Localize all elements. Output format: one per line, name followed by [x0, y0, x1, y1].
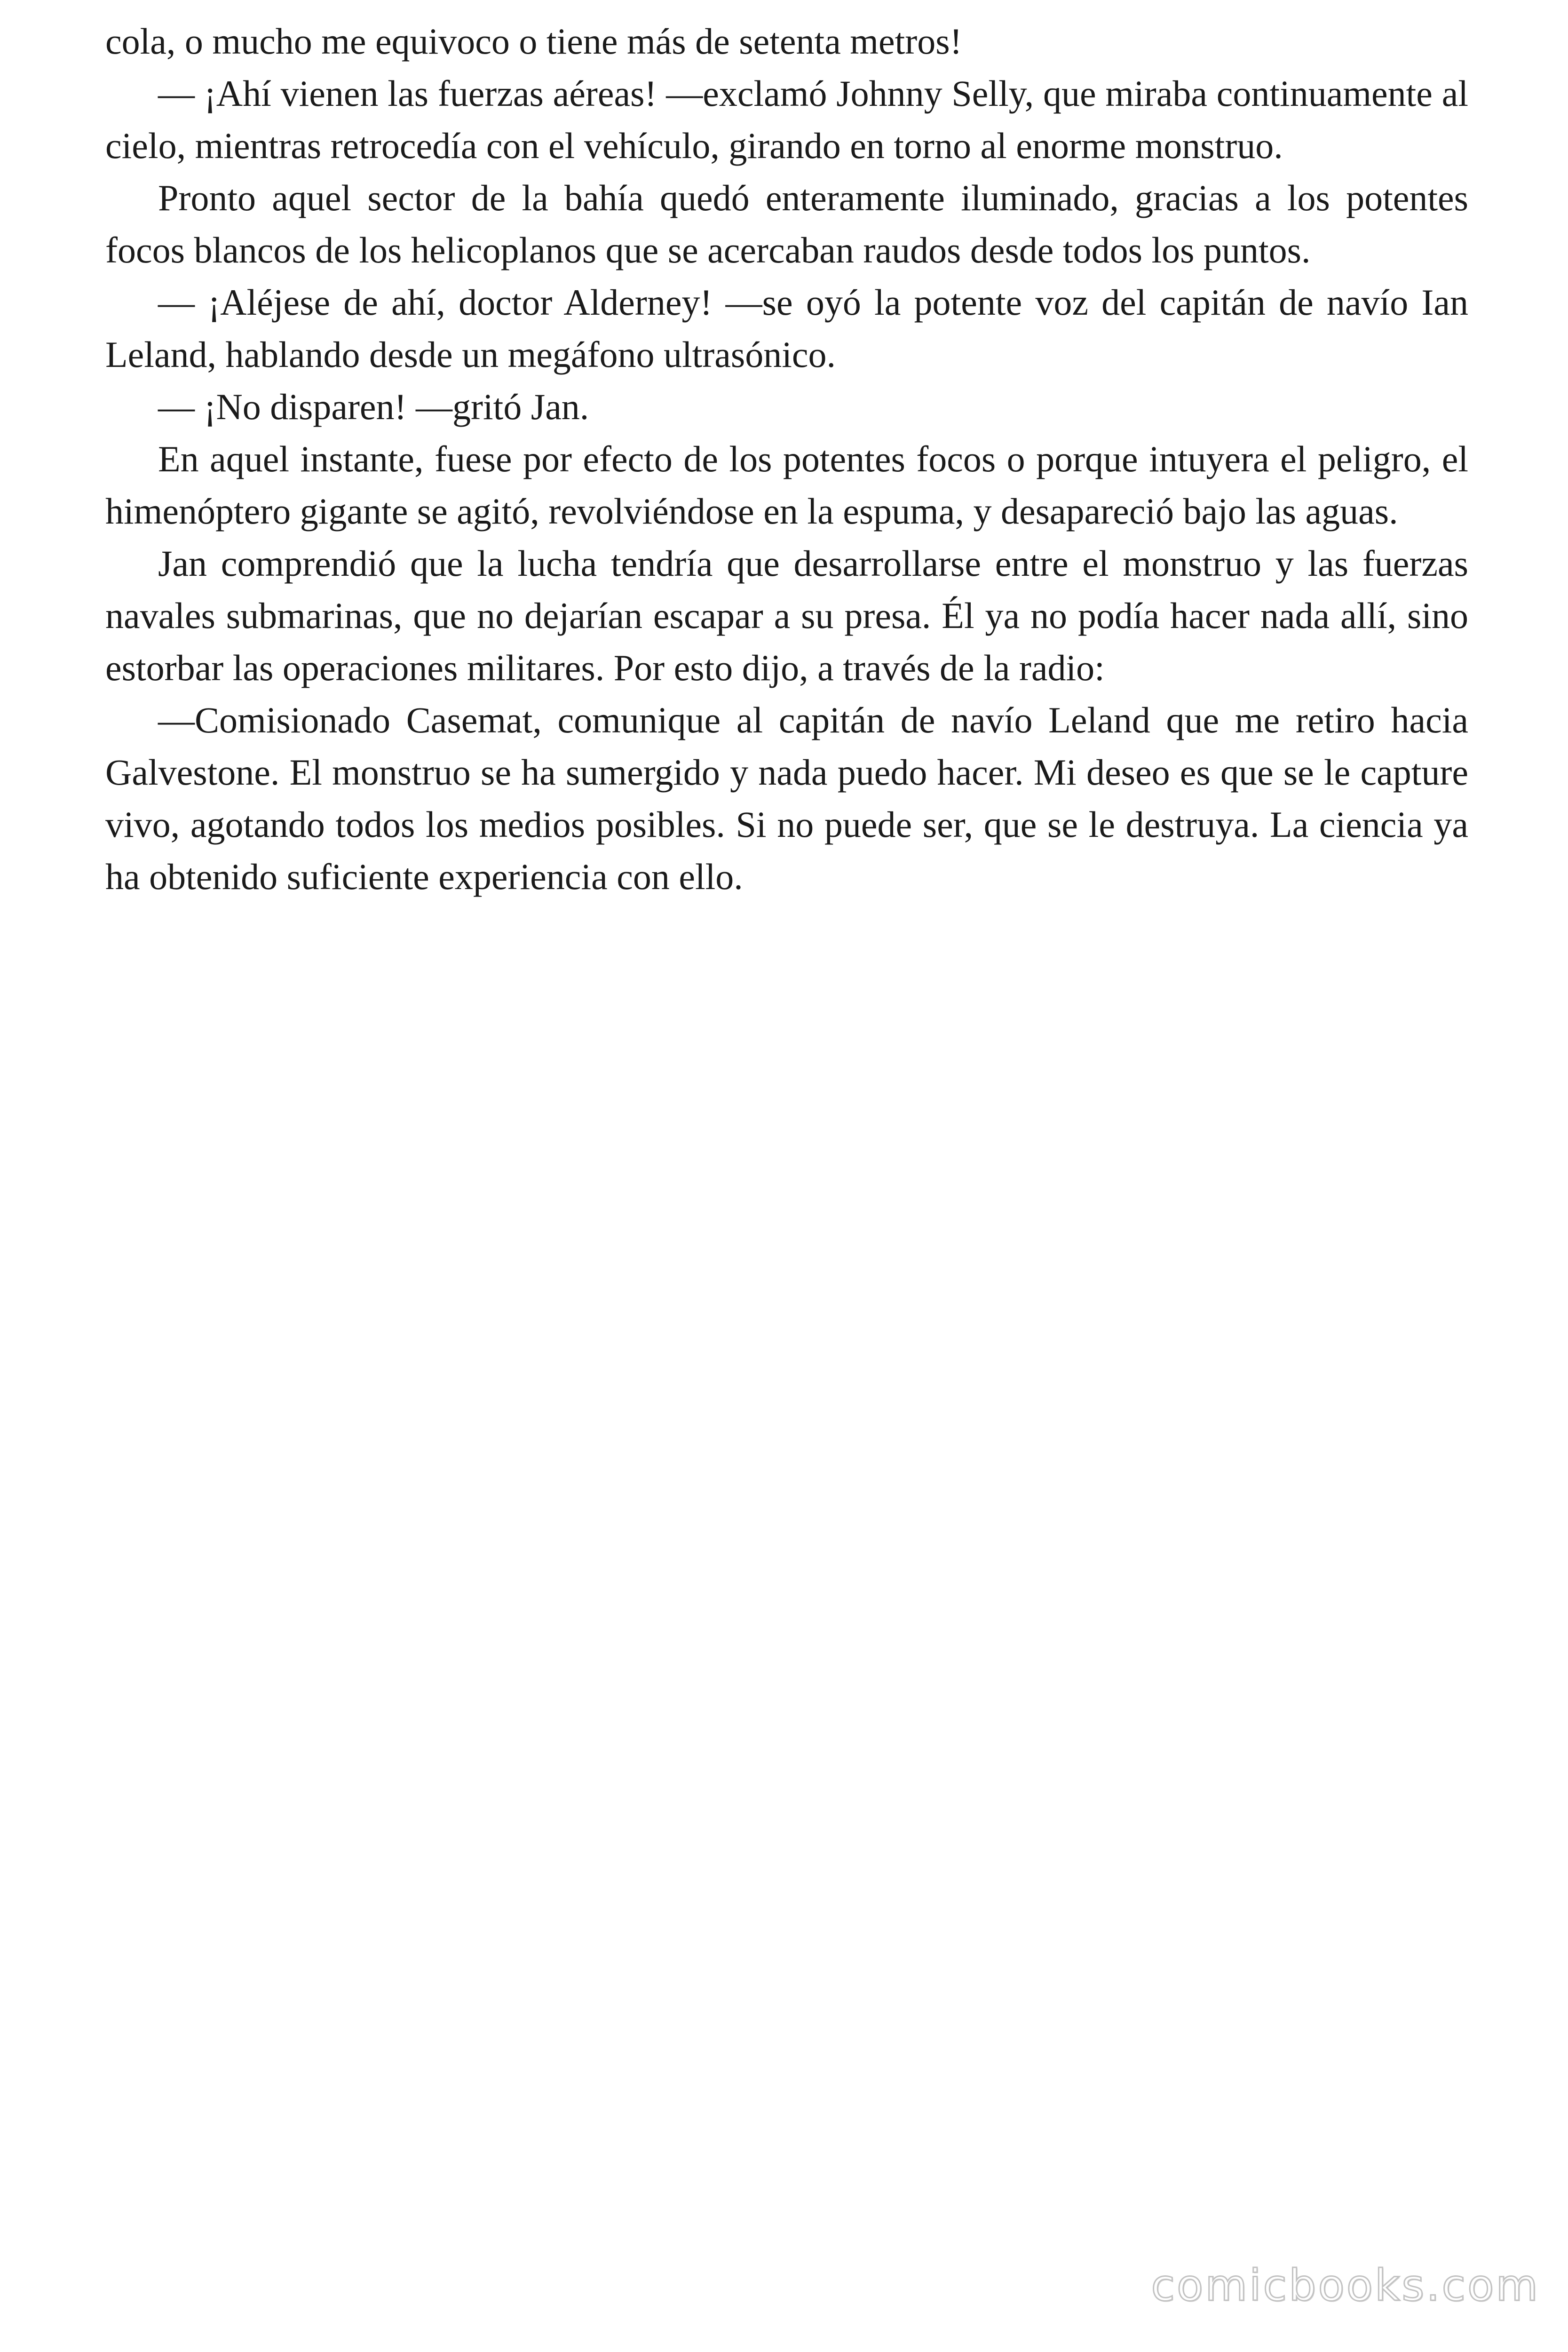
paragraph-continuation: cola, o mucho me equivoco o tiene más de setenta metros!	[105, 21, 962, 62]
document-page	[105, 15, 1468, 903]
paragraph-commissioner-casemat: —Comisionado Casemat, comunique al capitán de navío Leland que me retiro hacia Galvestone. El monstruo se ha sumergido y nada puedo hacer. Mi deseo es que se le capture vivo, agotando todos los medios posibles. Si no puede ser, que se le destruya. La ciencia ya ha obtenido suficiente experiencia con ello.	[105, 699, 1468, 897]
watermark: comicbooks.com	[1151, 2260, 1540, 2311]
paragraph-monster-submerges: En aquel instante, fuese por efecto de los potentes focos o porque intuyera el peligro, el himenóptero gigante se agitó, revolviéndose en la espuma, y desapareció bajo las aguas.	[105, 438, 1468, 532]
paragraph-johnny-selly: — ¡Ahí vienen las fuerzas aéreas! —exclamó Johnny Selly, que miraba continuamente al cielo, mientras retrocedía con el vehículo, girando en torno al enorme monstruo.	[105, 73, 1468, 166]
paragraph-bay-illuminated: Pronto aquel sector de la bahía quedó enteramente iluminado, gracias a los potentes focos blancos de los helicoplanos que se acercaban raudos desde todos los puntos.	[105, 177, 1468, 270]
paragraph-captain-leland: — ¡Aléjese de ahí, doctor Alderney! —se oyó la potente voz del capitán de navío Ian Leland, hablando desde un megáfono ultrasónico.	[105, 282, 1468, 375]
paragraph-no-disparen: — ¡No disparen! —gritó Jan.	[158, 386, 589, 427]
paragraph-jan-understands: Jan comprendió que la lucha tendría que desarrollarse entre el monstruo y las fuerzas navales submarinas, que no dejarían escapar a su presa. Él ya no podía hacer nada allí, sino estorbar las operaciones militares. Por esto dijo, a través de la radio:	[105, 543, 1468, 688]
